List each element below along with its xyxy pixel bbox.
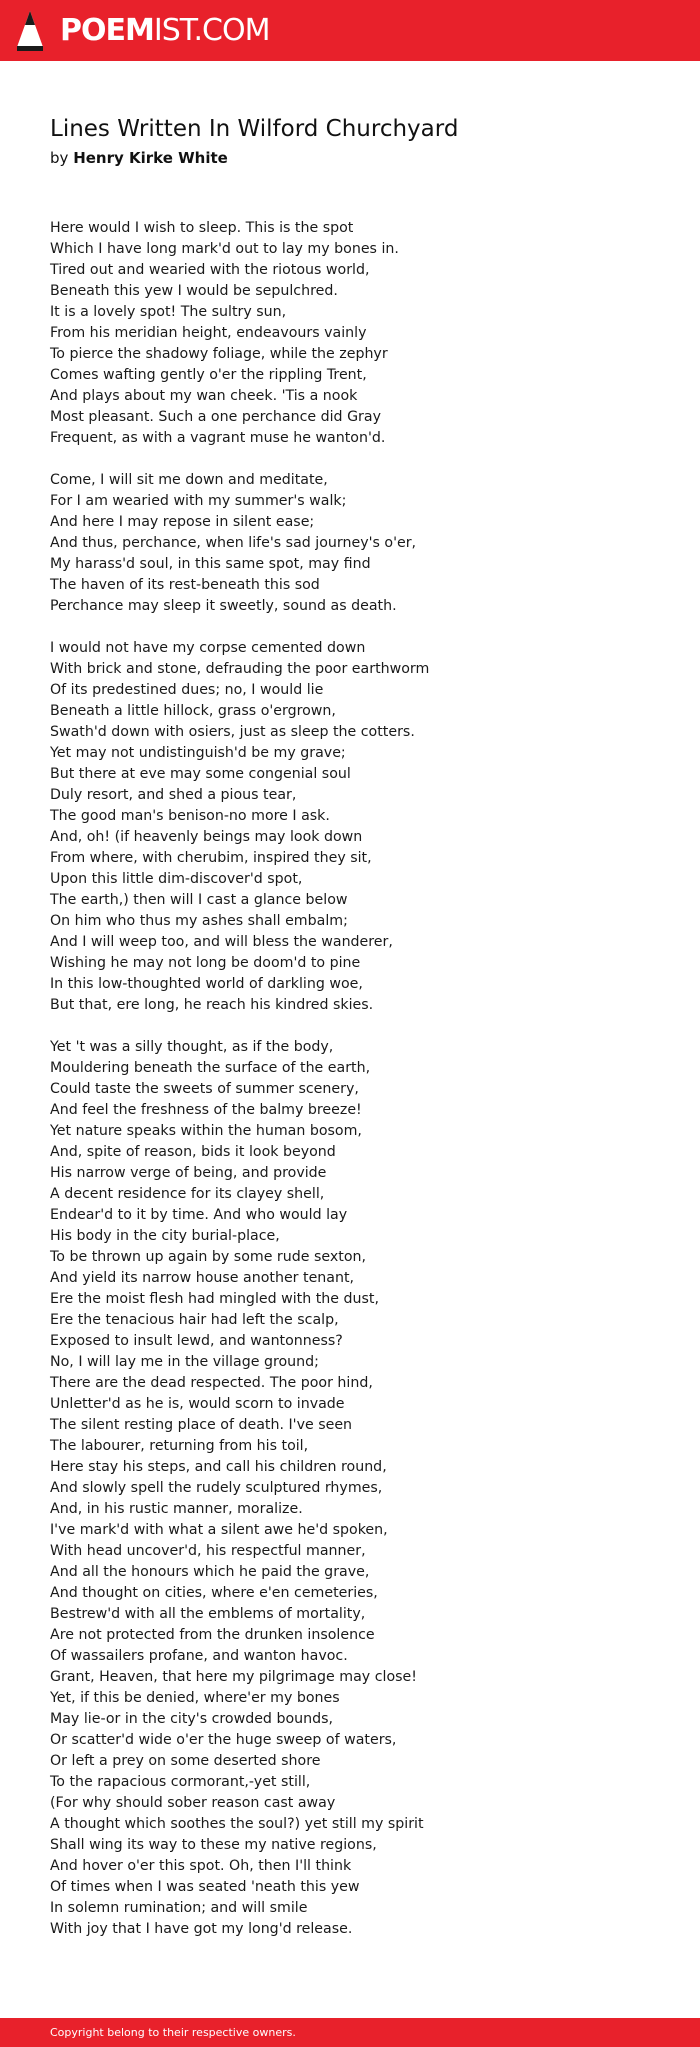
by-label: by bbox=[50, 149, 69, 167]
poem-body bbox=[50, 218, 660, 1961]
poem-stanza bbox=[50, 218, 660, 449]
poem-line: And, in his rustic manner, moralize. bbox=[50, 1501, 303, 1517]
poem-stanza bbox=[50, 638, 660, 1016]
poem-line: Beneath a little hillock, grass o'ergrown, bbox=[50, 703, 336, 719]
poem-line: And thus, perchance, when life's sad journey's o'er, bbox=[50, 535, 417, 551]
poem-line: My harass'd soul, in this same spot, may find bbox=[50, 556, 371, 572]
poem-line: Endear'd to it by time. And who would lay bbox=[50, 1207, 348, 1223]
poem-line: Beneath this yew I would be sepulchred. bbox=[50, 283, 338, 299]
poem-line: Most pleasant. Such a one perchance did Gray bbox=[50, 409, 381, 425]
poem-line: Duly resort, and shed a pious tear, bbox=[50, 787, 297, 803]
poem-line: The labourer, returning from his toil, bbox=[50, 1438, 309, 1454]
poem-line: But that, ere long, he reach his kindred skies. bbox=[50, 997, 374, 1013]
poem-line: Come, I will sit me down and meditate, bbox=[50, 472, 328, 488]
poem-line: Or left a prey on some deserted shore bbox=[50, 1753, 321, 1769]
poem-line: And yield its narrow house another tenant, bbox=[50, 1270, 355, 1286]
poem-line: In solemn rumination; and will smile bbox=[50, 1900, 308, 1916]
poem-line: Grant, Heaven, that here my pilgrimage may close! bbox=[50, 1669, 417, 1685]
logo-strong-text: POEM bbox=[60, 13, 154, 48]
poem-line: And hover o'er this spot. Oh, then I'll think bbox=[50, 1858, 352, 1874]
poem-line: No, I will lay me in the village ground; bbox=[50, 1354, 319, 1370]
poem-line: The good man's benison-no more I ask. bbox=[50, 808, 330, 824]
poem-line: There are the dead respected. The poor hind, bbox=[50, 1375, 373, 1391]
poem-line: For I am wearied with my summer's walk; bbox=[50, 493, 347, 509]
poem-line: I would not have my corpse cemented down bbox=[50, 640, 366, 656]
poem-line: Of times when I was seated 'neath this yew bbox=[50, 1879, 360, 1895]
poem-line: Yet, if this be denied, where'er my bones bbox=[50, 1690, 340, 1706]
poem-line: And here I may repose in silent ease; bbox=[50, 514, 315, 530]
poem-line: Ere the moist flesh had mingled with the dust, bbox=[50, 1291, 379, 1307]
poem-line: Tired out and wearied with the riotous world, bbox=[50, 262, 370, 278]
poem-line: (For why should sober reason cast away bbox=[50, 1795, 336, 1811]
poem-line: To be thrown up again by some rude sexton, bbox=[50, 1249, 367, 1265]
poem-line: From where, with cherubim, inspired they sit, bbox=[50, 850, 372, 866]
poem-line: In this low-thoughted world of darkling woe, bbox=[50, 976, 363, 992]
poem-line: And, oh! (if heavenly beings may look down bbox=[50, 829, 363, 845]
poem-line: Wishing he may not long be doom'd to pine bbox=[50, 955, 361, 971]
poem-line: Frequent, as with a vagrant muse he wanton'd. bbox=[50, 430, 386, 446]
site-logo[interactable] bbox=[60, 11, 269, 51]
poem-line: The earth,) then will I cast a glance below bbox=[50, 892, 348, 908]
site-footer bbox=[0, 2018, 700, 2047]
poem-line: To pierce the shadowy foliage, while the zephyr bbox=[50, 346, 388, 362]
poem-line: Swath'd down with osiers, just as sleep the cotters. bbox=[50, 724, 415, 740]
poem-line: Mouldering beneath the surface of the earth, bbox=[50, 1060, 371, 1076]
poem-line: A thought which soothes the soul?) yet still my spirit bbox=[50, 1816, 424, 1832]
poem-line: I've mark'd with what a silent awe he'd spoken, bbox=[50, 1522, 388, 1538]
poem-title: Lines Written In Wilford Churchyard bbox=[50, 116, 459, 142]
poem-line: Yet may not undistinguish'd be my grave; bbox=[50, 745, 346, 761]
poem-line: With head uncover'd, his respectful manner, bbox=[50, 1543, 366, 1559]
poem-line: Unletter'd as he is, would scorn to invade bbox=[50, 1396, 345, 1412]
poem-line: Ere the tenacious hair had left the scalp, bbox=[50, 1312, 339, 1328]
poem-line: From his meridian height, endeavours vainly bbox=[50, 325, 367, 341]
poem-line: And thought on cities, where e'en cemeteries, bbox=[50, 1585, 378, 1601]
poem-line: Yet 't was a silly thought, as if the body, bbox=[50, 1039, 334, 1055]
poem-line: Perchance may sleep it sweetly, sound as death. bbox=[50, 598, 397, 614]
poem-line: Here stay his steps, and call his children round, bbox=[50, 1459, 387, 1475]
poem-line: Bestrew'd with all the emblems of mortality, bbox=[50, 1606, 366, 1622]
poem-line: Or scatter'd wide o'er the huge sweep of waters, bbox=[50, 1732, 397, 1748]
poem-line: With joy that I have got my long'd release. bbox=[50, 1921, 353, 1937]
poem-line: The haven of its rest-beneath this sod bbox=[50, 577, 320, 593]
poem-line: Of its predestined dues; no, I would lie bbox=[50, 682, 324, 698]
poem-line: And, spite of reason, bids it look beyond bbox=[50, 1144, 336, 1160]
poem-line: Are not protected from the drunken insolence bbox=[50, 1627, 375, 1643]
poem-line: Which I have long mark'd out to lay my bones in. bbox=[50, 241, 399, 257]
poem-line: But there at eve may some congenial soul bbox=[50, 766, 351, 782]
poem-line: His narrow verge of being, and provide bbox=[50, 1165, 327, 1181]
poem-line: Shall wing its way to these my native regions, bbox=[50, 1837, 377, 1853]
poem-line: May lie-or in the city's crowded bounds, bbox=[50, 1711, 334, 1727]
poem-line: To the rapacious cormorant,-yet still, bbox=[50, 1774, 311, 1790]
poem-stanza bbox=[50, 1037, 660, 1940]
site-header bbox=[0, 0, 700, 61]
poem-line: Here would I wish to sleep. This is the spot bbox=[50, 220, 354, 236]
pencil-icon[interactable] bbox=[17, 11, 43, 51]
poem-line: Of wassailers profane, and wanton havoc. bbox=[50, 1648, 348, 1664]
poem-line: Exposed to insult lewd, and wantonness? bbox=[50, 1333, 343, 1349]
poem-line: Yet nature speaks within the human bosom, bbox=[50, 1123, 362, 1139]
poem-line: And I will weep too, and will bless the wanderer, bbox=[50, 934, 393, 950]
poem-line: And feel the freshness of the balmy breeze! bbox=[50, 1102, 362, 1118]
poem-line: His body in the city burial-place, bbox=[50, 1228, 280, 1244]
poem-line: With brick and stone, defrauding the poor earthworm bbox=[50, 661, 430, 677]
poem-line: And slowly spell the rudely sculptured rhymes, bbox=[50, 1480, 383, 1496]
poem-stanza bbox=[50, 470, 660, 617]
poem-line: Comes wafting gently o'er the rippling Trent, bbox=[50, 367, 367, 383]
poem-line: It is a lovely spot! The sultry sun, bbox=[50, 304, 287, 320]
poem-line: And all the honours which he paid the grave, bbox=[50, 1564, 370, 1580]
logo-light-text: IST.COM bbox=[153, 13, 270, 48]
poem-byline bbox=[50, 149, 228, 167]
poem-line: And plays about my wan cheek. 'Tis a nook bbox=[50, 388, 358, 404]
copyright-text: Copyright belong to their respective owners. bbox=[50, 2026, 296, 2039]
poem-author: Henry Kirke White bbox=[73, 149, 228, 167]
poem-line: Could taste the sweets of summer scenery, bbox=[50, 1081, 359, 1097]
poem-line: Upon this little dim-discover'd spot, bbox=[50, 871, 303, 887]
poem-line: A decent residence for its clayey shell, bbox=[50, 1186, 325, 1202]
poem-line: On him who thus my ashes shall embalm; bbox=[50, 913, 348, 929]
poem-line: The silent resting place of death. I've seen bbox=[50, 1417, 353, 1433]
